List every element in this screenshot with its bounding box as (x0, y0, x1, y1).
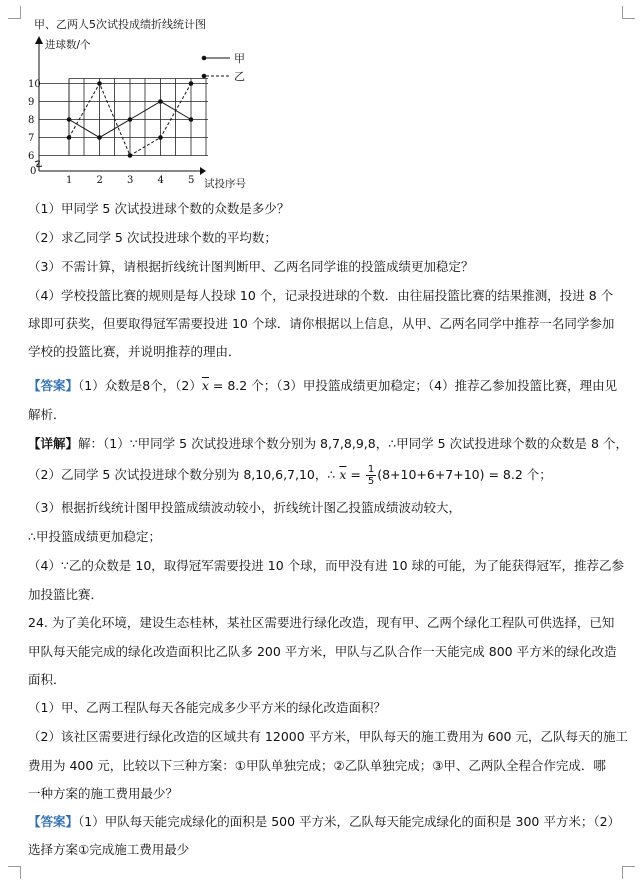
legend-marker (202, 74, 207, 79)
detail-tag: 【详解】 (28, 436, 79, 451)
answer-tag: 【答案】 (28, 814, 79, 829)
x-tick-label: 2 (96, 175, 103, 186)
origin-label: 0 (30, 166, 37, 177)
question-4-line-1: （4）学校投篮比赛的规则是每人投球 10 个，记录投进球的个数．由往届投篮比赛的结果推测，投进 8 个 (28, 288, 614, 303)
x-tick-label: 1 (66, 175, 73, 186)
legend-label: 甲 (234, 52, 245, 65)
problem-24-question-1: （1）甲、乙两工程队每天各能完成多少平方米的绿化改造面积？ (28, 700, 386, 715)
answer-text: （1）甲队每天能完成绿化的面积是 500 平方米，乙队每天能完成绿化的面积是 300 平方米；（2） (78, 814, 621, 829)
mean-symbol: $\overline{x}$ (339, 467, 347, 482)
data-point (67, 135, 72, 140)
fraction-denominator: 5 (367, 476, 375, 487)
answer-text: = 8.2 个；（3）甲投篮成绩更加稳定；（4）推荐乙参加投篮比赛，理由见 (208, 378, 618, 393)
data-point (189, 117, 194, 122)
detail-line-2 (28, 464, 618, 487)
question-3: （3）不需计算，请根据折线统计图判断甲、乙两名同学谁的投篮成绩更加稳定？ (28, 259, 474, 274)
answer-2-line-2: 选择方案①完成施工费用最少 (28, 842, 190, 857)
chart-legend (202, 52, 245, 83)
legend-marker (202, 56, 207, 61)
answer-1-line-1 (28, 376, 618, 396)
data-point (128, 117, 133, 122)
y-tick-label: 6 (28, 151, 35, 162)
y-axis-label: 进球数/个 (45, 39, 91, 51)
data-point (128, 153, 133, 158)
data-point (189, 81, 194, 86)
answer-text: （1）众数是8个，（2） (78, 378, 202, 393)
answer-1-line-2: 解析． (28, 407, 66, 422)
question-4-line-3: 学校的投篮比赛，并说明推荐的理由． (28, 344, 241, 359)
chart-ticks (28, 79, 194, 186)
fraction (366, 464, 376, 487)
corner-mark (622, 6, 635, 19)
legend-label: 乙 (234, 70, 245, 83)
x-axis-label: 试投序号 (204, 178, 246, 190)
y-tick-label: 9 (28, 97, 35, 108)
question-4-line-2: 球即可获奖，但要取得冠军需要投进 10 个球．请你根据以上信息，从甲、乙两名同学中推荐一名同学参加 (28, 316, 615, 331)
problem-24-question-2-line-1: （2）该社区需要进行绿化改造的区域共有 12000 平方米，甲队每天的施工费用为 600 元，乙队每天的施工 (28, 729, 628, 744)
detail-line-1 (28, 434, 628, 454)
detail-line-5: （4）∵乙的众数是 10，取得冠军需要投进 10 个球，而甲没有进 10 球的可能，为了能获得冠军，推荐乙参 (28, 558, 624, 573)
chart-title: 甲、乙两人5次试投成绩折线统计图 (34, 18, 206, 31)
y-tick-label: 10 (28, 79, 41, 90)
data-point (158, 135, 163, 140)
problem-24-question-2-line-2: 费用为 400 元，比较以下三种方案：①甲队单独完成；②乙队单独完成；③甲、乙两队全程合作完成．哪 (28, 758, 606, 773)
fraction-numerator: 1 (367, 464, 375, 475)
x-tick-label: 3 (127, 175, 134, 186)
problem-24-question-2-line-3: 一种方案的施工费用最少？ (28, 786, 179, 801)
data-point (97, 81, 102, 86)
answer-2-line-1 (28, 812, 621, 832)
line-chart (18, 12, 268, 192)
detail-text: 解：（1）∵甲同学 5 次试投进球个数分别为 8,7,8,9,8，∴甲同学 5 次试投进球个数的众数是 8 个， (78, 436, 628, 451)
chart-axes (35, 36, 206, 175)
problem-24-line-2: 甲队每天能完成的绿化改造面积比乙队多 200 平方米，甲队与乙队合作一天能完成 800 平方米的绿化改造 (28, 644, 617, 659)
detail-line-3: （3）根据折线统计图甲投篮成绩波动较小，折线统计图乙投篮成绩波动较大， (28, 500, 461, 515)
y-axis-arrow (35, 36, 43, 44)
y-tick-label: 7 (28, 133, 35, 144)
question-1: （1）甲同学 5 次试投进球个数的众数是多少？ (28, 201, 290, 216)
corner-mark (8, 866, 21, 879)
mean-symbol: $\overline{x}$ (201, 378, 209, 393)
answer-tag: 【答案】 (28, 378, 79, 393)
x-axis-arrow (200, 167, 206, 175)
x-tick-label: 4 (157, 175, 164, 186)
data-point (67, 117, 72, 122)
x-tick-label: 5 (188, 175, 195, 186)
y-tick-label: 8 (28, 115, 35, 126)
detail-line-6: 加投篮比赛． (28, 587, 104, 602)
detail-text: （2）乙同学 5 次试投进球个数分别为 8,10,6,7,10，∴ (28, 467, 340, 482)
detail-line-4: ∴甲投篮成绩更加稳定； (28, 529, 161, 544)
problem-24-line-1: 24. 为了美化环境，建设生态桂林，某社区需要进行绿化改造，现有甲、乙两个绿化工程队可供选择，已知 (28, 615, 615, 630)
data-point (158, 99, 163, 104)
question-2: （2）求乙同学 5 次试投进球个数的平均数； (28, 230, 277, 245)
problem-24-line-3: 面积． (28, 672, 66, 687)
corner-mark (622, 866, 635, 879)
data-point (97, 135, 102, 140)
equals: = (346, 467, 365, 482)
detail-text: (8+10+6+7+10) = 8.2 个； (377, 467, 552, 482)
